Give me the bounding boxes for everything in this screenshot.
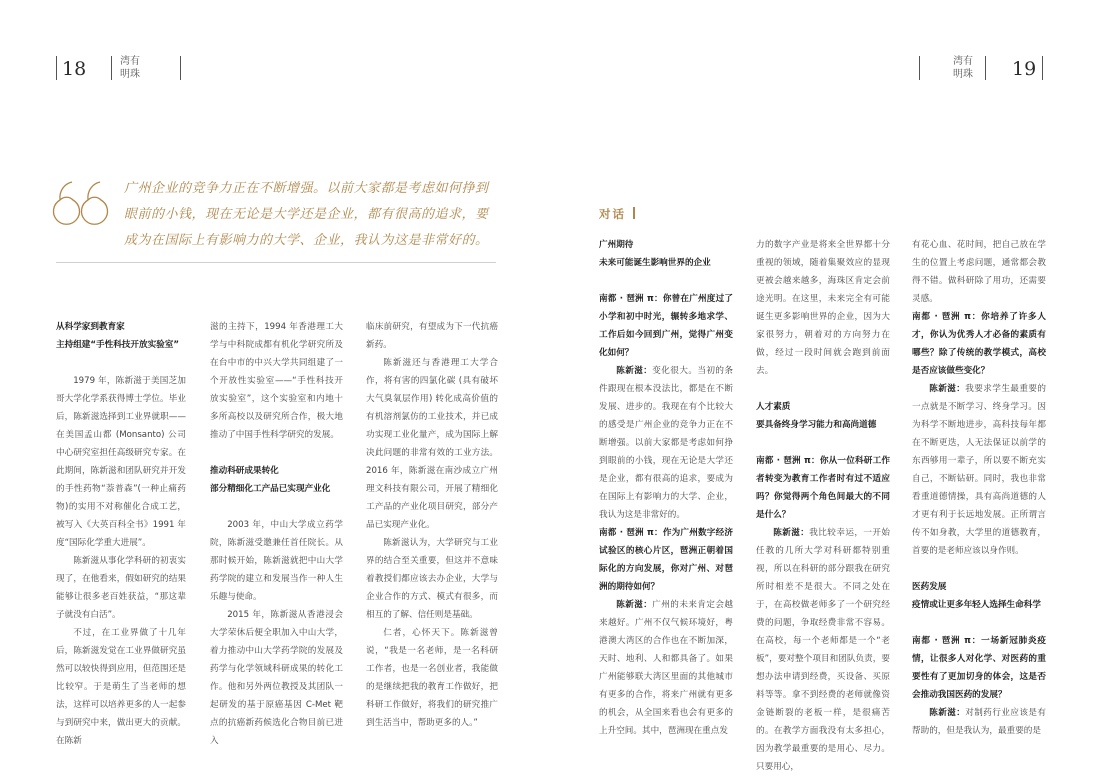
quote-divider xyxy=(56,262,496,263)
speaker-name: 陈新滋： xyxy=(773,528,810,538)
answer-text: 我要求学生最重要的一点就是不断学习、终身学习。因为科学不断地进步，高科技每年都在不断更迭，人无法保证以前学的东西够用一辈子，所以要不断充实自己，不断钻研。同时，我也非常看重道德情操，具有高尚道德的人才更有利于长远地发展。正所谓言传不如身教，大学里的道德教育，首要的是老师应该以身作则。 xyxy=(912,384,1046,556)
interview-column-2 xyxy=(756,236,890,776)
paragraph: 临床前研究，有望成为下一代抗癌新药。 xyxy=(366,322,498,350)
paragraph: 滋的主持下，1994 年香港理工大学与中科院成都有机化学研究所及在台中市的中兴大学共同组建了一个开放性实验室——“手性科技开放实验室”，这个实验室和内地十多所高校以及研究所合作，极大地推动了中国手性科学研究的发展。 xyxy=(210,322,343,440)
interview-answer xyxy=(756,524,890,776)
section-heading: 医药发展 xyxy=(912,582,947,592)
section-label: 对话 xyxy=(599,207,626,221)
interview-question: 南都 · 琶洲 π：作为广州数字经济试验区的核心片区，琶洲正朝着国际化的方向发展，你对广州、对琶洲的期待如何？ xyxy=(599,528,733,592)
section-heading: 人才素质 xyxy=(756,402,791,412)
answer-text: 变化很大。当初的条件跟现在根本没法比，都是在不断发展、进步的。我现在有个比较大的感受是广州企业的竞争力正在不断增强。以前大家都是考虑如何挣到眼前的小钱，现在无论是大学还是企业，都有很高的追求，要成为在国际上有影响力的大学、企业，我认为这是非常好的。 xyxy=(599,366,733,520)
paragraph: 仁者，心怀天下。陈新滋曾说，“我是一名老师，是一名科研工作者，也是一名创业者，我能做的是继续把我的教育工作做好，把科研工作做好，将我们的研究推广到生活当中，帮助更多的人。” xyxy=(366,628,498,728)
interview-question: 南都 · 琶洲 π：一场新冠肺炎疫情，让很多人对化学、对医药的重要性有了更加切身的体会，这是否会推动我国医药的发展？ xyxy=(912,636,1046,700)
section-subheading: 要具备终身学习能力和高尚道德 xyxy=(756,420,877,430)
left-header-bar-end xyxy=(180,56,181,80)
section-subheading: 部分精细化工产品已实现产业化 xyxy=(210,484,331,494)
right-magazine-name xyxy=(953,55,973,81)
interview-question: 南都 · 琶洲 π：你曾在广州度过了小学和初中时光，辗转多地求学、工作后如今回到广州，觉得广州变化如何？ xyxy=(599,294,733,358)
pull-quote: 广州企业的竞争力正在不断增强。以前大家都是考虑如何挣到眼前的小钱，现在无论是大学还是企业，都有很高的追求，要成为在国际上有影响力的大学、企业，我认为这是非常好的。 xyxy=(124,181,489,248)
right-header-bar-start xyxy=(919,56,920,80)
article-column-2 xyxy=(210,318,343,750)
section-heading: 从科学家到教育家 xyxy=(56,322,125,332)
speaker-name: 陈新滋： xyxy=(616,600,653,610)
speaker-name: 陈新滋： xyxy=(616,366,653,376)
left-header-bar-inner xyxy=(111,56,112,80)
interview-column-1 xyxy=(599,236,733,740)
magazine-name-line2: 明珠 xyxy=(953,69,973,80)
answer-text: 广州的未来肯定会越来越好。广州不仅气候环境好，粤港澳大湾区的合作也在不断加深，天时、地利、人和都具备了。如果广州能够联大湾区里面的其他城市有更多的合作，将来广州就有更多的机会，从全国来看也会有更多的上升空间。其中，琶洲现在重点发 xyxy=(599,600,733,736)
interview-question: 南都 · 琶洲 π：你培养了许多人才，你认为优秀人才必备的素质有哪些？除了传统的教学模式，高校是否应该做些变化？ xyxy=(912,312,1046,376)
interview-answer xyxy=(599,362,733,524)
magazine-name-line2: 明珠 xyxy=(120,69,140,80)
section-subheading: 主持组建“手性科技开放实验室” xyxy=(56,340,180,350)
article-column-3 xyxy=(366,318,498,732)
interview-question: 南都 · 琶洲 π：你从一位科研工作者转变为教育工作者时有过不适应吗？你觉得两个角色间最大的不同是什么？ xyxy=(756,456,890,520)
section-heading: 推动科研成果转化 xyxy=(210,466,279,476)
magazine-name-line1: 湾有 xyxy=(953,56,973,67)
answer-text: 我比较幸运，一开始任教的几所大学对科研都特别重视，所以在科研的部分跟我在研究所时相差不是很大。不同之处在于，在高校做老师多了一个研究经费的问题，争取经费非常不容易。在高校，每一个老师都是一个“老板”，要对整个项目和团队负责，要想办法申请到经费，买设备、买原料等等。拿不到经费的老师就像资金链断裂的老板一样，是很痛苦的。在教学方面我没有太多担心，因为教学最重要的是用心、尽力。只要用心， xyxy=(756,528,890,772)
paragraph: 陈新滋还与香港理工大学合作，将有害的四氯化碳 (具有破坏大气臭氧层作用) 转化成高价值的有机溶剂氯仿的工业技术，并已成功实现工业化量产，成为国际上解决此问题的非常有效的工业方法。2016 年，陈新滋在南沙成立广州理文科技有限公司，开展了精细化工产品的产业化项目研究，部分产品已实现产业化。 xyxy=(366,358,498,530)
paragraph: 有花心血、花时间，把自己放在学生的位置上考虑问题，通常都会教得不错。做科研除了用功，还需要灵感。 xyxy=(912,240,1046,304)
right-header-bar-inner xyxy=(985,56,986,80)
paragraph: 1979 年，陈新滋于美国芝加哥大学化学系获得博士学位。毕业后，陈新滋选择到工业界就职——在美国孟山都 (Monsanto) 公司中心研究室担任高级研究专家。在此期间，陈新滋和团队研究并开发的手性药物“萘普森”(一种止痛药物)的实用不对称催化合成工艺，被写入《大英百科全书》1991 年度“国际化学重大进展”。 xyxy=(56,376,186,548)
article-column-1 xyxy=(56,318,186,750)
interview-answer xyxy=(912,380,1046,560)
speaker-name: 陈新滋： xyxy=(929,708,966,718)
paragraph: 2003 年，中山大学成立药学院，陈新滋受邀兼任首任院长。从那时候开始，陈新滋就把中山大学药学院的建立和发展当作一种人生乐趣与使命。 xyxy=(210,520,343,602)
interview-answer xyxy=(912,704,1046,740)
magazine-name-line1: 湾有 xyxy=(120,56,140,67)
right-header-bar-outer xyxy=(1042,56,1043,80)
section-subheading: 疫情或让更多年轻人选择生命科学 xyxy=(912,600,1041,610)
speaker-name: 陈新滋： xyxy=(929,384,966,394)
left-page-number: 18 xyxy=(62,58,87,80)
left-header-bar-outer xyxy=(56,56,57,80)
paragraph: 力的数字产业是将来全世界都十分重视的领域，随着集聚效应的显现更被会越来越多，海珠区肯定会前途光明。在这里，未来完全有可能诞生更多影响世界的企业，因为大家很努力，朝着对的方向努力在做，经过一段时间就会跑到前面去。 xyxy=(756,240,890,376)
interview-column-3 xyxy=(912,236,1046,740)
section-subheading: 未来可能诞生影响世界的企业 xyxy=(599,258,711,268)
paragraph: 不过，在工业界做了十几年后，陈新滋发觉在工业界做研究虽然可以较快得到应用，但范围还是比较窄。于是萌生了当老师的想法，这样可以培养更多的人一起参与到研究中来，做出更大的贡献。在陈新 xyxy=(56,628,186,746)
answer-text: 对制药行业应该是有帮助的，但是我认为，最重要的是 xyxy=(912,708,1046,736)
paragraph: 陈新滋认为，大学研究与工业界的结合至关重要，但这并不意味着教授们都应该去办企业，大学与企业合作的方式、模式有很多，而相互的了解、信任则是基础。 xyxy=(366,538,498,620)
quote-mark-icon xyxy=(56,178,118,224)
section-heading: 广州期待 xyxy=(599,240,634,250)
interview-answer xyxy=(599,596,733,740)
paragraph: 2015 年，陈新滋从香港浸会大学荣休后便全职加入中山大学，着力推动中山大学药学院的发展及药学与化学领域科研成果的转化工作。他和另外两位教授及其团队一起研发的基于原癌基因 C-Met 靶点的抗癌新药候选化合物目前已进入 xyxy=(210,610,343,746)
left-magazine-name xyxy=(120,55,140,81)
section-label-bar xyxy=(633,207,635,219)
right-page-number: 19 xyxy=(1012,58,1037,80)
paragraph: 陈新滋从事化学科研的初衷实现了，在他看来，假如研究的结果能够让很多老百姓获益，“那这辈子就没有白活”。 xyxy=(56,556,186,620)
